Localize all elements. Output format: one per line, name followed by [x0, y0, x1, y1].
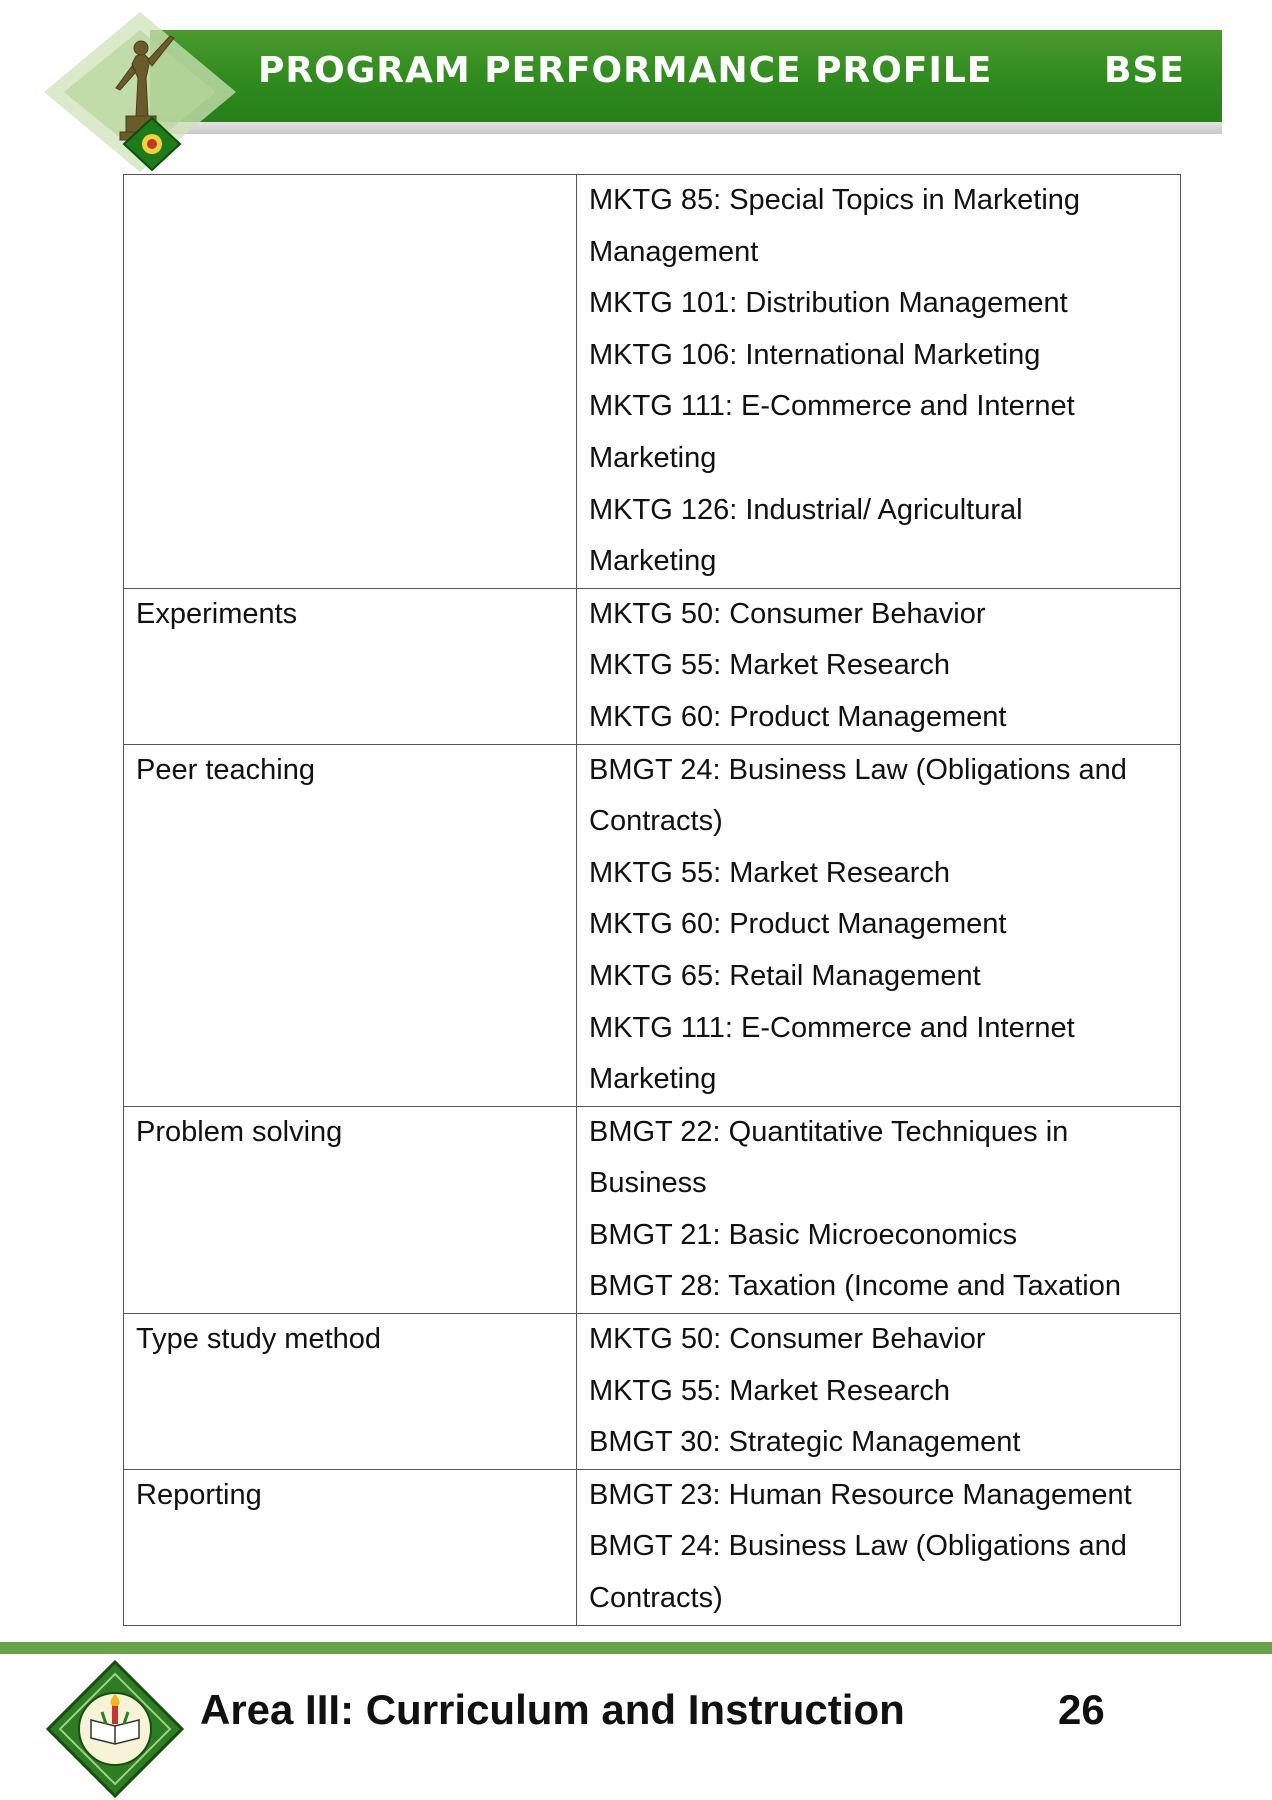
course-line: MKTG 85: Special Topics in Marketing [589, 184, 1081, 216]
course-line: Marketing [589, 441, 717, 474]
program-code: BSE [1104, 50, 1185, 91]
header-title: PROGRAM PERFORMANCE PROFILE [258, 50, 993, 91]
courses-cell [577, 744, 1181, 1106]
course-line: MKTG 111: E-Commerce and Internet [589, 1011, 1075, 1044]
course-line: MKTG 55: Market Research [589, 856, 950, 889]
course-line: MKTG 60: Product Management [589, 908, 1007, 941]
course-line: Management [589, 235, 759, 268]
area-title: Area III: Curriculum and Instruction [200, 1686, 905, 1733]
course-line: MKTG 111: E-Commerce and Internet [589, 390, 1075, 423]
page-header [0, 0, 1272, 175]
university-statue-logo [40, 8, 240, 178]
strategy-cell: Problem solving [124, 1106, 577, 1313]
strategy-cell [124, 175, 577, 589]
course-line: Contracts) [589, 805, 723, 838]
course-line: Contracts) [589, 1582, 723, 1615]
course-line: MKTG 126: Industrial/ Agricultural [589, 493, 1023, 526]
strategy-cell: Reporting [124, 1469, 577, 1625]
courses-cell [577, 588, 1181, 744]
courses-cell [577, 1469, 1181, 1625]
table-row [124, 744, 1181, 1106]
courses-cell [577, 1106, 1181, 1313]
header-shadow-stripe [150, 122, 1222, 134]
table-row [124, 1314, 1181, 1470]
strategy-cell: Experiments [124, 588, 577, 744]
course-line: BMGT 21: Basic Microeconomics [589, 1218, 1018, 1251]
course-line: Marketing [589, 1063, 717, 1096]
course-line: MKTG 50: Consumer Behavior [589, 1323, 986, 1356]
course-line: BMGT 23: Human Resource Management [589, 1478, 1132, 1511]
course-line: BMGT 24: Business Law (Obligations and [589, 753, 1127, 786]
course-line: Business [589, 1167, 707, 1200]
page-number: 26 [1058, 1686, 1105, 1733]
table-row [124, 1106, 1181, 1313]
table-row [124, 588, 1181, 744]
course-line: MKTG 60: Product Management [589, 700, 1007, 733]
course-line: BMGT 24: Business Law (Obligations and [589, 1530, 1127, 1563]
course-line: BMGT 22: Quantitative Techniques in [589, 1115, 1069, 1148]
table-row [124, 1469, 1181, 1625]
course-line: Marketing [589, 545, 717, 578]
course-line: MKTG 55: Market Research [589, 649, 950, 682]
course-line: MKTG 101: Distribution Management [589, 287, 1068, 320]
strategy-cell: Peer teaching [124, 744, 577, 1106]
footer-rule [0, 1642, 1272, 1654]
course-line: BMGT 28: Taxation (Income and Taxation [589, 1270, 1121, 1303]
courses-cell [577, 175, 1181, 589]
course-line: MKTG 55: Market Research [589, 1374, 950, 1407]
strategies-courses-table [123, 174, 1181, 1626]
course-line: MKTG 106: International Marketing [589, 338, 1041, 371]
university-seal-logo [46, 1660, 184, 1798]
courses-cell [577, 1314, 1181, 1470]
course-line: MKTG 65: Retail Management [589, 959, 981, 992]
course-line: MKTG 50: Consumer Behavior [589, 597, 986, 630]
course-line: BMGT 30: Strategic Management [589, 1426, 1021, 1459]
table-row [124, 175, 1181, 589]
strategy-cell: Type study method [124, 1314, 577, 1470]
